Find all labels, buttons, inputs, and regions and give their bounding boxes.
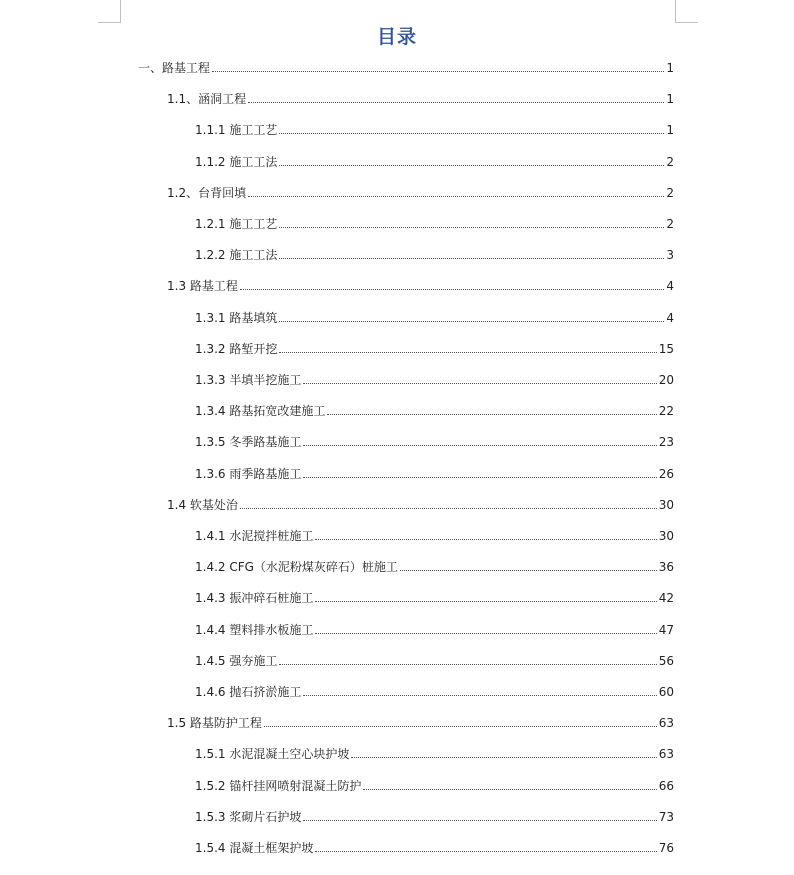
toc-dot-leader xyxy=(212,70,664,72)
toc-entry-text: 1.5.4 混凝土框架护坡 xyxy=(195,841,314,855)
toc-page-number: 1 xyxy=(666,61,674,75)
toc-entry-level-2[interactable] xyxy=(167,276,674,294)
toc-dot-leader xyxy=(315,632,656,634)
toc-dot-leader xyxy=(315,850,656,852)
toc-page-number: 26 xyxy=(658,466,674,481)
page-corner-top-left xyxy=(98,0,121,23)
toc-page-number: 63 xyxy=(658,747,674,762)
toc-page-number: 23 xyxy=(658,435,674,450)
toc-dot-leader xyxy=(303,476,656,478)
toc-page-number: 60 xyxy=(658,685,674,699)
toc-entry-level-3[interactable] xyxy=(195,308,674,326)
toc-entry-text: 1.4.1 水泥搅拌桩施工 xyxy=(195,529,314,543)
toc-entry-level-3[interactable] xyxy=(195,744,674,762)
toc-page-number: 3 xyxy=(666,248,674,263)
toc-dot-leader xyxy=(279,132,664,134)
toc-entry-text: 1.4.4 塑料排水板施工 xyxy=(195,622,314,637)
toc-entry-text: 1.3.1 路基填筑 xyxy=(195,310,278,325)
toc-entry-level-3[interactable] xyxy=(195,339,674,357)
toc-title: 目录 xyxy=(376,26,417,48)
toc-page-number: 30 xyxy=(658,529,674,543)
toc-entry-level-3[interactable] xyxy=(195,152,674,170)
toc-entry-text: 1.3.6 雨季路基施工 xyxy=(195,466,302,481)
toc-entry-level-3[interactable] xyxy=(195,214,674,232)
toc-dot-leader xyxy=(279,351,656,353)
toc-dot-leader xyxy=(279,164,664,166)
toc-dot-leader xyxy=(240,507,657,509)
toc-dot-leader xyxy=(351,756,656,758)
toc-dot-leader xyxy=(315,538,656,540)
toc-entry-text: 1.3 路基工程 xyxy=(167,279,238,294)
toc-page-number: 1 xyxy=(666,123,674,138)
toc-dot-leader xyxy=(327,413,656,415)
toc-entry-level-3[interactable] xyxy=(195,557,674,575)
toc-entry-level-3[interactable] xyxy=(195,120,674,138)
toc-entry-level-3[interactable] xyxy=(195,776,674,794)
toc-page-number: 2 xyxy=(666,154,674,169)
toc-entry-level-2[interactable] xyxy=(167,713,674,731)
toc-entry-level-3[interactable] xyxy=(195,807,674,825)
toc-entry-level-3[interactable] xyxy=(195,432,674,450)
toc-page-number: 2 xyxy=(666,217,674,231)
toc-entry-text: 1.2.1 施工工艺 xyxy=(195,217,278,231)
toc-page-number: 76 xyxy=(658,841,674,855)
toc-dot-leader xyxy=(279,320,664,322)
toc-entry-text: 1.4 软基处治 xyxy=(167,497,238,512)
toc-page-number: 47 xyxy=(658,622,674,637)
toc-page-number: 20 xyxy=(658,373,674,387)
toc-page-number: 15 xyxy=(658,341,674,356)
toc-dot-leader xyxy=(248,101,664,103)
toc-dot-leader xyxy=(264,725,657,727)
toc-entry-text: 1.3.4 路基拓宽改建施工 xyxy=(195,404,326,419)
toc-entry-level-3[interactable] xyxy=(195,401,674,419)
toc-entry-level-2[interactable] xyxy=(167,89,674,107)
toc-entry-text: 1.4.2 CFG（水泥粉煤灰碎石）桩施工 xyxy=(195,560,398,575)
toc-entry-level-3[interactable] xyxy=(195,370,674,388)
toc-entry-level-3[interactable] xyxy=(195,464,674,482)
toc-page-number: 63 xyxy=(658,716,674,731)
toc-dot-leader xyxy=(240,288,664,290)
toc-entry-level-3[interactable] xyxy=(195,245,674,263)
toc-dot-leader xyxy=(303,819,656,821)
toc-entry-text: 1.1.2 施工工法 xyxy=(195,154,278,169)
toc-dot-leader xyxy=(248,195,664,197)
toc-dot-leader xyxy=(400,569,657,571)
toc-dot-leader xyxy=(363,788,656,790)
toc-entry-level-2[interactable] xyxy=(167,183,674,201)
toc-entry-text: 1.3.2 路堑开挖 xyxy=(195,341,278,356)
toc-entry-text: 1.2.2 施工工法 xyxy=(195,248,278,263)
toc-dot-leader xyxy=(279,257,664,259)
toc-entry-text: 1.4.3 振冲碎石桩施工 xyxy=(195,591,314,606)
toc-dot-leader xyxy=(303,382,656,384)
toc-entry-text: 1.5.3 浆砌片石护坡 xyxy=(195,809,302,824)
toc-dot-leader xyxy=(279,663,656,665)
toc-entry-level-3[interactable] xyxy=(195,838,674,856)
toc-entry-level-3[interactable] xyxy=(195,651,674,669)
toc-page-number: 2 xyxy=(666,185,674,200)
toc-page-number: 1 xyxy=(666,92,674,107)
toc-page-number: 56 xyxy=(658,653,674,668)
toc-entry-text: 1.2、台背回填 xyxy=(167,185,247,200)
toc-entry-level-3[interactable] xyxy=(195,682,674,700)
toc-dot-leader xyxy=(315,600,656,602)
toc-page-number: 4 xyxy=(666,279,674,294)
toc-entry-text: 1.5.2 锚杆挂网喷射混凝土防护 xyxy=(195,778,362,793)
page-corner-top-right xyxy=(675,0,698,23)
toc-page-number: 36 xyxy=(658,560,674,575)
toc-page-number: 42 xyxy=(658,591,674,606)
toc-entry-text: 1.5.1 水泥混凝土空心块护坡 xyxy=(195,747,350,762)
toc-dot-leader xyxy=(303,694,656,696)
toc-entry-text: 1.1.1 施工工艺 xyxy=(195,123,278,138)
toc-page-number: 22 xyxy=(658,404,674,419)
toc-entry-text: 1.3.3 半填半挖施工 xyxy=(195,373,302,387)
toc-entry-level-3[interactable] xyxy=(195,588,674,606)
toc-entry-level-3[interactable] xyxy=(195,526,674,544)
toc-page-number: 4 xyxy=(666,310,674,325)
toc-page-number: 73 xyxy=(658,809,674,824)
toc-entry-level-3[interactable] xyxy=(195,620,674,638)
toc-page-number: 66 xyxy=(658,778,674,793)
toc-dot-leader xyxy=(279,226,664,228)
toc-entry-level-2[interactable] xyxy=(167,495,674,513)
toc-entry-text: 1.4.6 抛石挤淤施工 xyxy=(195,685,302,699)
toc-page-number: 30 xyxy=(658,497,674,512)
toc-entry-text: 1.1、涵洞工程 xyxy=(167,92,247,107)
toc-entry-text: 1.5 路基防护工程 xyxy=(167,716,262,731)
toc-entry-text: 1.4.5 强夯施工 xyxy=(195,653,278,668)
toc-entry-text: 一、路基工程 xyxy=(138,61,211,75)
toc-entry-level-1[interactable] xyxy=(138,58,674,76)
toc-dot-leader xyxy=(303,444,656,446)
toc-entry-text: 1.3.5 冬季路基施工 xyxy=(195,435,302,450)
